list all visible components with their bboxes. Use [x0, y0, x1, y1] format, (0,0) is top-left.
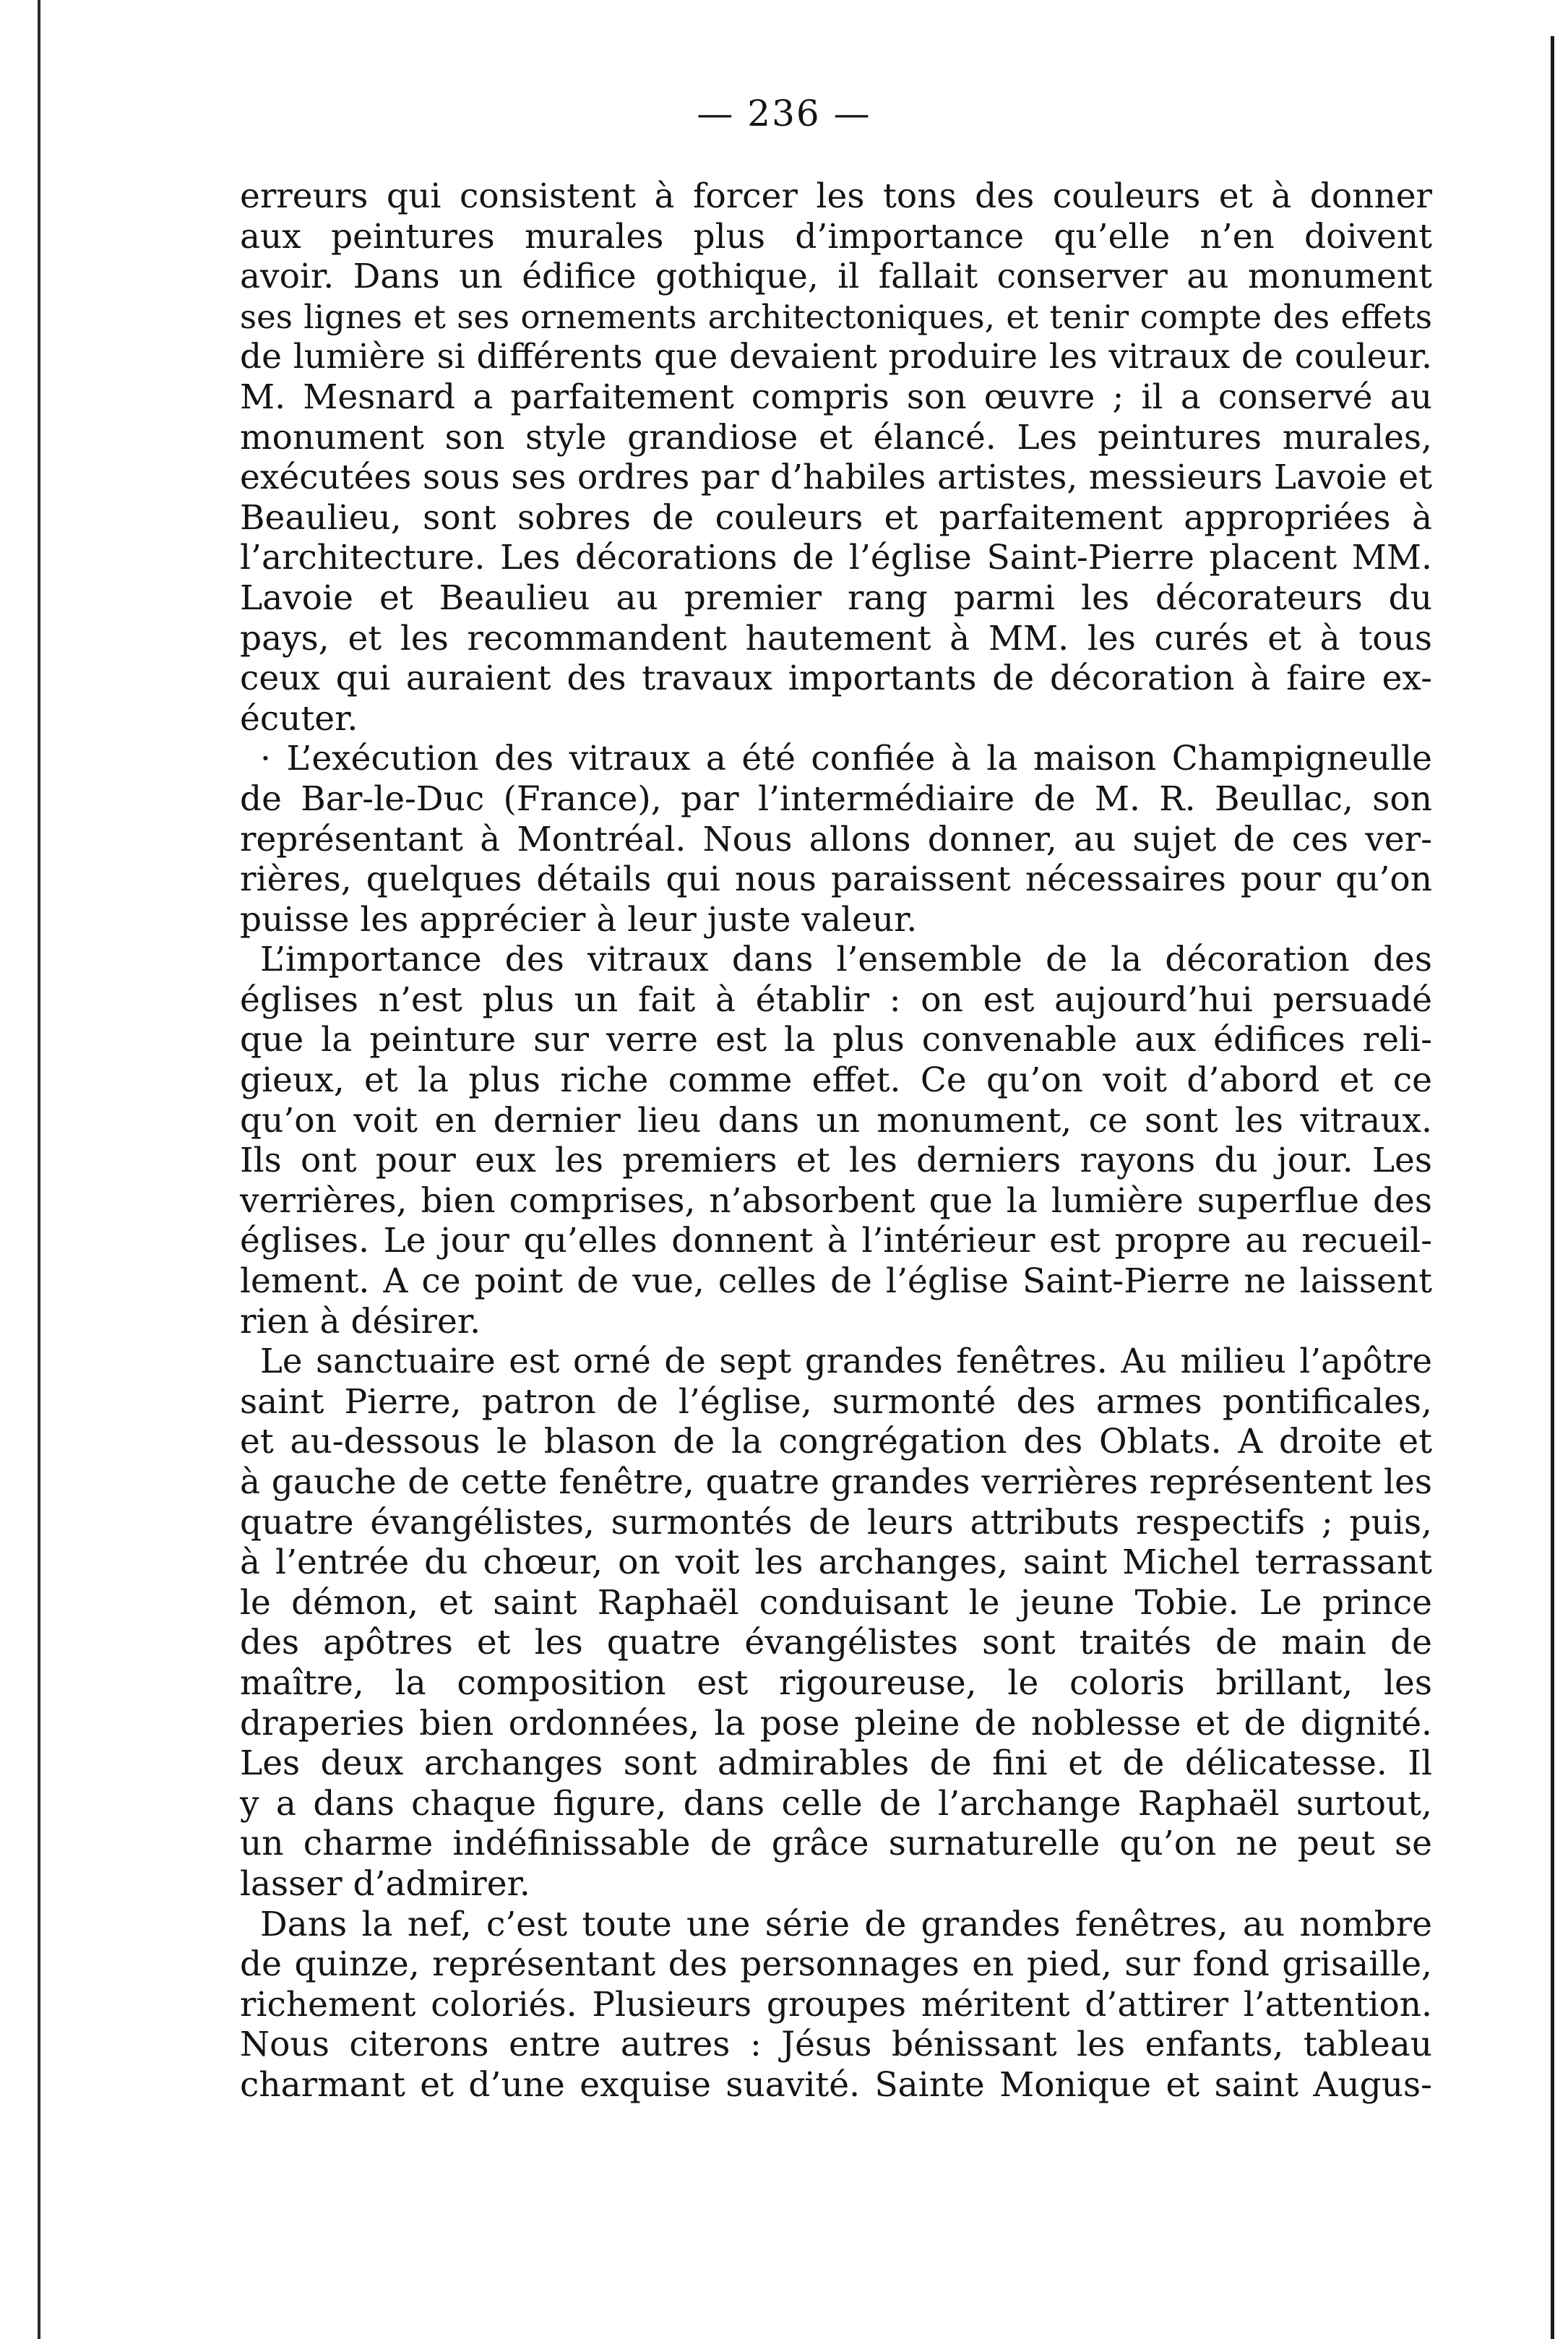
text-line: Nous citerons entre autres : Jésus bénissant les enfants, tableau: [240, 2025, 1432, 2065]
text-line: lement. A ce point de vue, celles de l’église Saint-Pierre ne laissent: [240, 1261, 1432, 1302]
right-margin-rule: [1551, 36, 1554, 2339]
text-line: pays, et les recommandent hautement à MM. les curés et à tous: [240, 618, 1432, 658]
text-line: verrières, bien comprises, n’absorbent que la lumière superflue des: [240, 1180, 1432, 1221]
text-line: L’importance des vitraux dans l’ensemble de la décoration des: [260, 940, 1432, 980]
text-line: un charme indéfinissable de grâce surnaturelle qu’on ne peut se: [240, 1824, 1432, 1864]
text-line: de quinze, représentant des personnages en pied, sur fond grisaille,: [240, 1944, 1432, 1985]
text-line: ceux qui auraient des travaux importants de décoration à faire ex-: [240, 658, 1432, 699]
text-line: M. Mesnard a parfaitement compris son œuvre ; il a conservé au: [240, 377, 1432, 417]
text-line: rières, quelques détails qui nous paraissent nécessaires pour qu’on: [240, 859, 1432, 900]
text-line: églises. Le jour qu’elles donnent à l’intérieur est propre au recueil-: [240, 1221, 1432, 1261]
page-number: — 236 —: [697, 93, 871, 134]
text-line: des apôtres et les quatre évangélistes sont traités de main de: [240, 1623, 1432, 1663]
text-line: qu’on voit en dernier lieu dans un monument, ce sont les vitraux.: [240, 1100, 1432, 1141]
text-line: à gauche de cette fenêtre, quatre grandes verrières représentent les: [240, 1462, 1432, 1502]
text-line: maître, la composition est rigoureuse, le coloris brillant, les: [240, 1662, 1432, 1703]
text-line: Dans la nef, c’est toute une série de grandes fenêtres, au nombre: [260, 1904, 1432, 1944]
text-line: Lavoie et Beaulieu au premier rang parmi les décorateurs du: [240, 578, 1432, 618]
text-line: et au-dessous le blason de la congrégation des Oblats. A droite et: [240, 1422, 1432, 1462]
text-line: rien à désirer.: [240, 1301, 481, 1342]
text-line: l’architecture. Les décorations de l’église Saint-Pierre placent MM.: [240, 538, 1432, 578]
text-line: aux peintures murales plus d’importance qu’elle n’en doivent: [240, 216, 1432, 257]
text-line: · L’exécution des vitraux a été confiée à la maison Champigneulle: [260, 739, 1432, 779]
text-line: saint Pierre, patron de l’église, surmonté des armes pontificales,: [240, 1381, 1432, 1422]
body-text: [240, 176, 1432, 2106]
text-line: le démon, et saint Raphaël conduisant le jeune Tobie. Le prince: [240, 1582, 1432, 1623]
text-line: que la peinture sur verre est la plus convenable aux édifices reli-: [240, 1020, 1432, 1060]
text-line: Ils ont pour eux les premiers et les derniers rayons du jour. Les: [240, 1141, 1432, 1181]
text-line: Le sanctuaire est orné de sept grandes fenêtres. Au milieu l’apôtre: [260, 1342, 1432, 1381]
text-line: ses lignes et ses ornements architectoniques, et tenir compte des effets: [240, 297, 1432, 336]
text-line: représentant à Montréal. Nous allons donner, au sujet de ces ver-: [240, 819, 1432, 859]
text-line: puisse les apprécier à leur juste valeur.: [240, 899, 918, 940]
text-line: erreurs qui consistent à forcer les tons des couleurs et à donner: [240, 176, 1432, 216]
left-margin-rule: [38, 0, 40, 2339]
text-line: y a dans chaque figure, dans celle de l’archange Raphaël surtout,: [240, 1783, 1432, 1824]
text-line: draperies bien ordonnées, la pose pleine de noblesse et de dignité.: [240, 1703, 1432, 1743]
text-line: lasser d’admirer.: [240, 1863, 530, 1904]
text-line: monument son style grandiose et élancé. Les peintures murales,: [240, 417, 1432, 458]
text-line: Les deux archanges sont admirables de fini et de délicatesse. Il: [240, 1743, 1432, 1784]
text-line: exécutées sous ses ordres par d’habiles artistes, messieurs Lavoie et: [240, 458, 1432, 498]
text-line: richement coloriés. Plusieurs groupes méritent d’attirer l’attention.: [240, 1984, 1432, 2025]
text-line: à l’entrée du chœur, on voit les archanges, saint Michel terrassant: [240, 1542, 1432, 1583]
text-line: avoir. Dans un édifice gothique, il fallait conserver au monument: [240, 257, 1432, 297]
text-line: de Bar-le-Duc (France), par l’intermédiaire de M. R. Beullac, son: [240, 778, 1432, 819]
text-line: Beaulieu, sont sobres de couleurs et parfaitement appropriées à: [240, 497, 1432, 538]
text-line: charmant et d’une exquise suavité. Sainte Monique et saint Augus-: [240, 2064, 1432, 2105]
text-line: quatre évangélistes, surmontés de leurs attributs respectifs ; puis,: [240, 1502, 1432, 1542]
text-line: gieux, et la plus riche comme effet. Ce qu’on voit d’abord et ce: [240, 1060, 1432, 1101]
text-line: églises n’est plus un fait à établir : on est aujourd’hui persuadé: [240, 979, 1432, 1020]
text-line: de lumière si différents que devaient produire les vitraux de couleur.: [240, 337, 1432, 377]
text-line: écuter.: [240, 698, 358, 739]
